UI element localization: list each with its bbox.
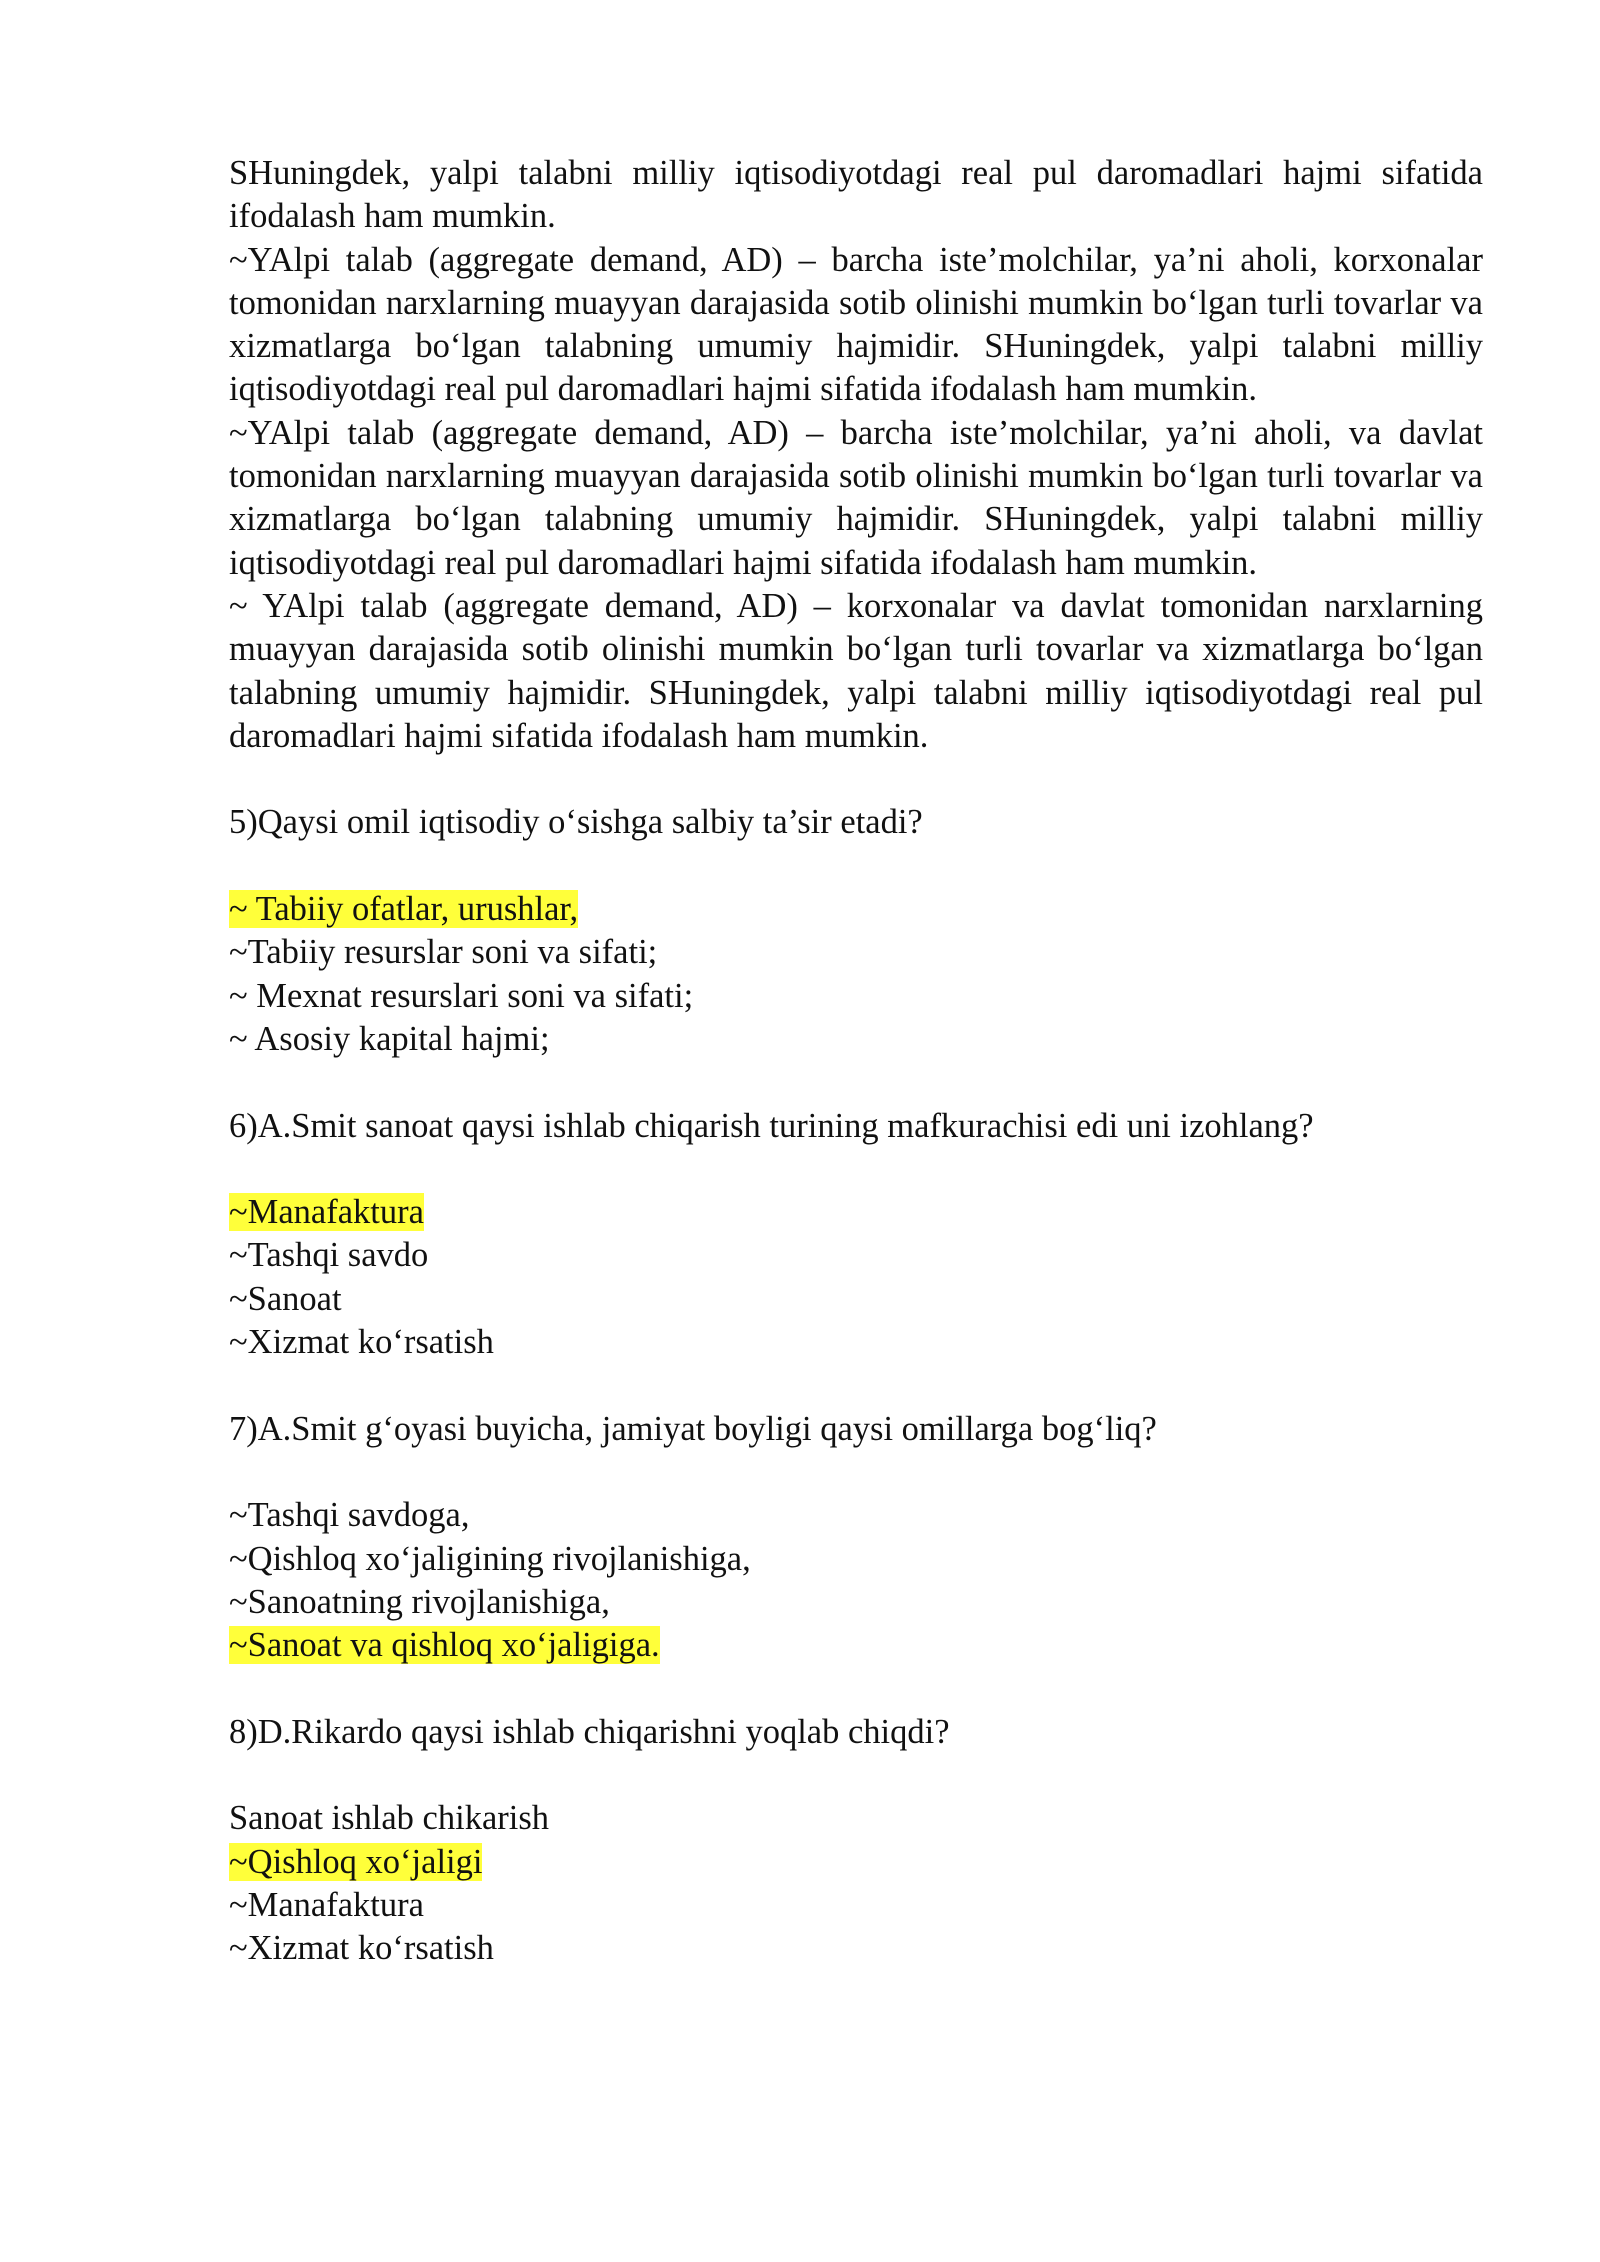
- highlighted-answer: ~Sanoat va qishloq xo‘jaligiga.: [229, 1626, 660, 1665]
- document-page: [229, 152, 1483, 1970]
- spacer: [229, 1667, 1483, 1710]
- spacer: [229, 758, 1483, 801]
- answer-option: Sanoat ishlab chikarish: [229, 1799, 550, 1838]
- question-text: 5)Qaysi omil iqtisodiy o‘sishga salbiy ta’sir etadi?: [229, 803, 923, 842]
- answer-option: ~Xizmat ko‘rsatish: [229, 1929, 494, 1968]
- intro-paragraph: SHuningdek, yalpi talabni milliy iqtisodiyotdagi real pul daromadlari hajmi sifatida ifodalash ham mumkin.: [229, 154, 1483, 236]
- question-block: [229, 801, 1483, 1061]
- question-block: [229, 1105, 1483, 1365]
- answer-option: ~Manafaktura: [229, 1885, 424, 1924]
- answer-option: ~Xizmat ko‘rsatish: [229, 1323, 494, 1362]
- answer-option: [229, 888, 1483, 931]
- answer-option: ~Tashqi savdo: [229, 1236, 429, 1275]
- intro-paragraph: ~ YAlpi talab (aggregate demand, AD) – korxonalar va davlat tomonidan narxlarning muayyan darajasida sotib olinishi mumkin bo‘lgan turli tovarlar va xizmatlarga bo‘lgan talabning umumiy hajmidir. SHuningdek, yalpi talabni milliy iqtisodiyotdagi real pul daromadlari hajmi sifatida ifodalash ham mumkin.: [229, 586, 1483, 755]
- question-block: [229, 1711, 1483, 1971]
- question-block: [229, 1408, 1483, 1668]
- spacer: [229, 845, 1483, 888]
- highlighted-answer: ~ Tabiiy ofatlar, urushlar,: [229, 890, 579, 929]
- answer-option: ~Sanoatning rivojlanishiga,: [229, 1582, 610, 1621]
- spacer: [229, 1364, 1483, 1407]
- answer-option: ~ Mexnat resurslari soni va sifati;: [229, 976, 694, 1015]
- answer-option: [229, 1191, 1483, 1234]
- spacer: [229, 1061, 1483, 1104]
- intro-paragraph: ~YAlpi talab (aggregate demand, AD) – barcha iste’molchilar, ya’ni aholi, korxonalar tomonidan narxlarning muayyan darajasida sotib olinishi mumkin bo‘lgan turli tovarlar va xizmatlarga bo‘lgan talabning umumiy hajmidir. SHuningdek, yalpi talabni milliy iqtisodiyotdagi real pul daromadlari hajmi sifatida ifodalash ham mumkin.: [229, 240, 1483, 409]
- answer-option: ~Tabiiy resurslar soni va sifati;: [229, 933, 658, 972]
- highlighted-answer: ~Qishloq xo‘jaligi: [229, 1842, 483, 1881]
- answer-option: ~Sanoat: [229, 1279, 342, 1318]
- highlighted-answer: ~Manafaktura: [229, 1193, 424, 1232]
- question-text: 6)A.Smit sanoat qaysi ishlab chiqarish turining mafkurachisi edi uni izohlang?: [229, 1106, 1314, 1145]
- spacer: [229, 1754, 1483, 1797]
- spacer: [229, 1148, 1483, 1191]
- answer-option: ~ Asosiy kapital hajmi;: [229, 1019, 550, 1058]
- answer-option: [229, 1624, 1483, 1667]
- intro-paragraph: ~YAlpi talab (aggregate demand, AD) – barcha iste’molchilar, ya’ni aholi, va davlat tomonidan narxlarning muayyan darajasida sotib olinishi mumkin bo‘lgan turli tovarlar va xizmatlarga bo‘lgan talabning umumiy hajmidir. SHuningdek, yalpi talabni milliy iqtisodiyotdagi real pul daromadlari hajmi sifatida ifodalash ham mumkin.: [229, 413, 1483, 582]
- answer-option: ~Tashqi savdoga,: [229, 1496, 470, 1535]
- question-text: 8)D.Rikardo qaysi ishlab chiqarishni yoqlab chiqdi?: [229, 1712, 950, 1751]
- answer-option: ~Qishloq xo‘jaligining rivojlanishiga,: [229, 1539, 751, 1578]
- spacer: [229, 1451, 1483, 1494]
- answer-option: [229, 1841, 1483, 1884]
- question-text: 7)A.Smit g‘oyasi buyicha, jamiyat boyligi qaysi omillarga bog‘liq?: [229, 1409, 1157, 1448]
